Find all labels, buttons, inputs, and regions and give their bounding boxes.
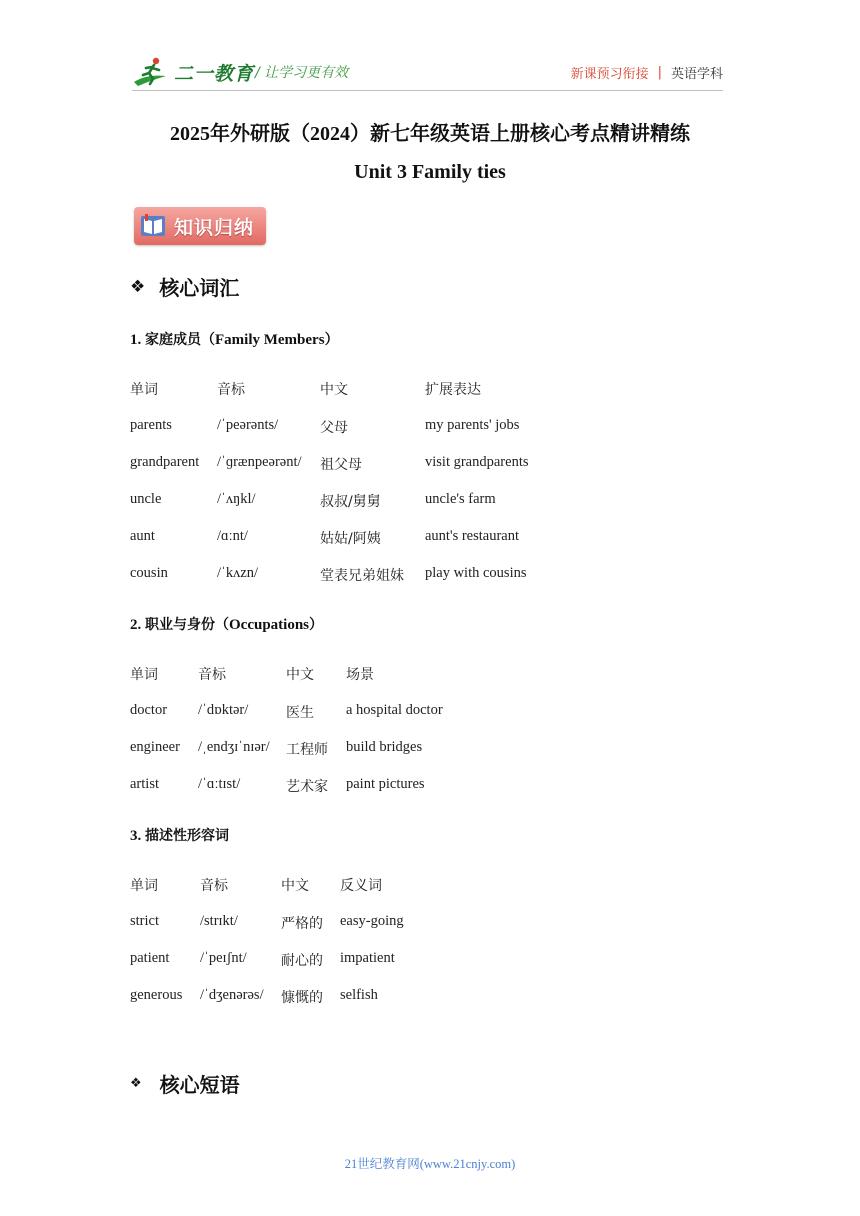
chinese-cell: 父母	[320, 420, 348, 436]
header-separator: |	[657, 65, 662, 80]
col-header: 音标	[217, 382, 245, 398]
chinese-cell: 慷慨的	[281, 990, 323, 1006]
col-header: 扩展表达	[425, 382, 481, 398]
expression-cell: uncle's farm	[425, 491, 496, 507]
heading-chinese: 职业与身份（	[145, 617, 229, 633]
word-cell: parents	[130, 417, 172, 433]
page-footer: 21世纪教育网(www.21cnjy.com)	[344, 1157, 516, 1171]
word-cell: generous	[130, 987, 183, 1003]
col-header: 场景	[346, 667, 374, 683]
page-title: 2025年外研版（2024）新七年级英语上册核心考点精讲精练	[170, 123, 690, 145]
heading-close: ）	[309, 617, 324, 633]
word-cell: patient	[130, 950, 170, 966]
chinese-cell: 姑姑/阿姨	[320, 531, 381, 547]
phonetic-cell: /ˈɑːtɪst/	[198, 776, 241, 792]
chinese-cell: 堂表兄弟姐妹	[320, 568, 404, 584]
heading-chinese: 家庭成员（	[145, 332, 215, 348]
section-title: 核心短语	[159, 1073, 240, 1097]
word-cell: artist	[130, 776, 159, 792]
slogan: / 让学习更有效	[255, 65, 349, 81]
col-header: 单词	[130, 382, 158, 398]
word-cell: grandparent	[130, 454, 200, 470]
chinese-cell: 艺术家	[286, 779, 328, 795]
subject-label: 英语学科	[670, 67, 723, 82]
badge-label: 知识归纳	[174, 216, 255, 239]
heading-english: Occupations	[229, 617, 310, 633]
phonetic-cell: /ˈɡrænpeərənt/	[217, 454, 302, 470]
chinese-cell: 耐心的	[281, 953, 323, 969]
col-header: 音标	[198, 667, 226, 683]
unit-title: Unit 3 Family ties	[354, 161, 506, 183]
chinese-cell: 叔叔/舅舅	[320, 494, 381, 510]
logo-text: 二一教育	[174, 62, 255, 85]
phonetic-cell: /strɪkt/	[200, 913, 238, 929]
col-header: 中文	[320, 382, 348, 398]
runner-logo-icon	[132, 56, 172, 88]
antonym-cell: easy-going	[340, 913, 404, 929]
col-header: 中文	[286, 667, 314, 683]
word-cell: cousin	[130, 565, 168, 581]
heading-number: 1.	[130, 332, 142, 348]
heading-number: 3.	[130, 828, 142, 844]
col-header: 反义词	[340, 878, 382, 894]
adjectives-heading	[130, 825, 229, 845]
occupations-heading	[130, 614, 323, 634]
knowledge-summary-badge	[134, 207, 266, 245]
header-course-info	[571, 63, 723, 82]
word-cell: engineer	[130, 739, 180, 755]
section-title: 核心词汇	[159, 276, 240, 300]
scene-cell: paint pictures	[346, 776, 425, 792]
page-header	[0, 0, 860, 100]
col-header: 单词	[130, 878, 158, 894]
antonym-cell: impatient	[340, 950, 395, 966]
logo	[132, 56, 254, 88]
chinese-cell: 工程师	[286, 742, 328, 758]
word-cell: aunt	[130, 528, 155, 544]
heading-english: Family Members	[215, 332, 325, 348]
word-cell: strict	[130, 913, 159, 929]
chinese-cell: 祖父母	[320, 457, 362, 473]
header-divider	[132, 90, 723, 91]
expression-cell: play with cousins	[425, 565, 527, 581]
chinese-cell: 严格的	[281, 916, 323, 932]
phonetic-cell: /ˈʌŋkl/	[217, 491, 256, 507]
phonetic-cell: /ˈpeərənts/	[217, 417, 279, 433]
col-header: 音标	[200, 878, 228, 894]
course-label: 新课预习衔接	[570, 67, 649, 82]
heading-chinese: 描述性形容词	[145, 828, 229, 844]
scene-cell: build bridges	[346, 739, 423, 755]
word-cell: doctor	[130, 702, 168, 718]
expression-cell: aunt's restaurant	[425, 528, 520, 544]
phonetic-cell: /ˈpeɪʃnt/	[200, 950, 247, 966]
heading-close: ）	[324, 332, 339, 348]
phonetic-cell: /ɑːnt/	[217, 528, 248, 544]
phonetic-cell: /ˌendʒɪˈnɪər/	[198, 739, 270, 755]
phonetic-cell: /ˈdɒktər/	[198, 702, 249, 718]
phonetic-cell: /ˈkʌzn/	[217, 565, 259, 581]
diamond-bullet-icon: ❖	[130, 1076, 142, 1091]
diamond-bullet-icon: ❖	[130, 276, 146, 297]
chinese-cell: 医生	[286, 705, 314, 721]
heading-number: 2.	[130, 617, 142, 633]
antonym-cell: selfish	[340, 987, 378, 1003]
family-members-heading	[130, 329, 339, 349]
col-header: 中文	[281, 878, 309, 894]
book-icon	[140, 213, 166, 239]
word-cell: uncle	[130, 491, 162, 507]
phonetic-cell: /ˈdʒenərəs/	[200, 987, 264, 1003]
scene-cell: a hospital doctor	[346, 702, 443, 718]
expression-cell: my parents' jobs	[425, 417, 520, 433]
section-core-vocabulary	[130, 272, 239, 301]
section-core-phrases	[130, 1069, 240, 1098]
col-header: 单词	[130, 667, 158, 683]
expression-cell: visit grandparents	[425, 454, 529, 470]
